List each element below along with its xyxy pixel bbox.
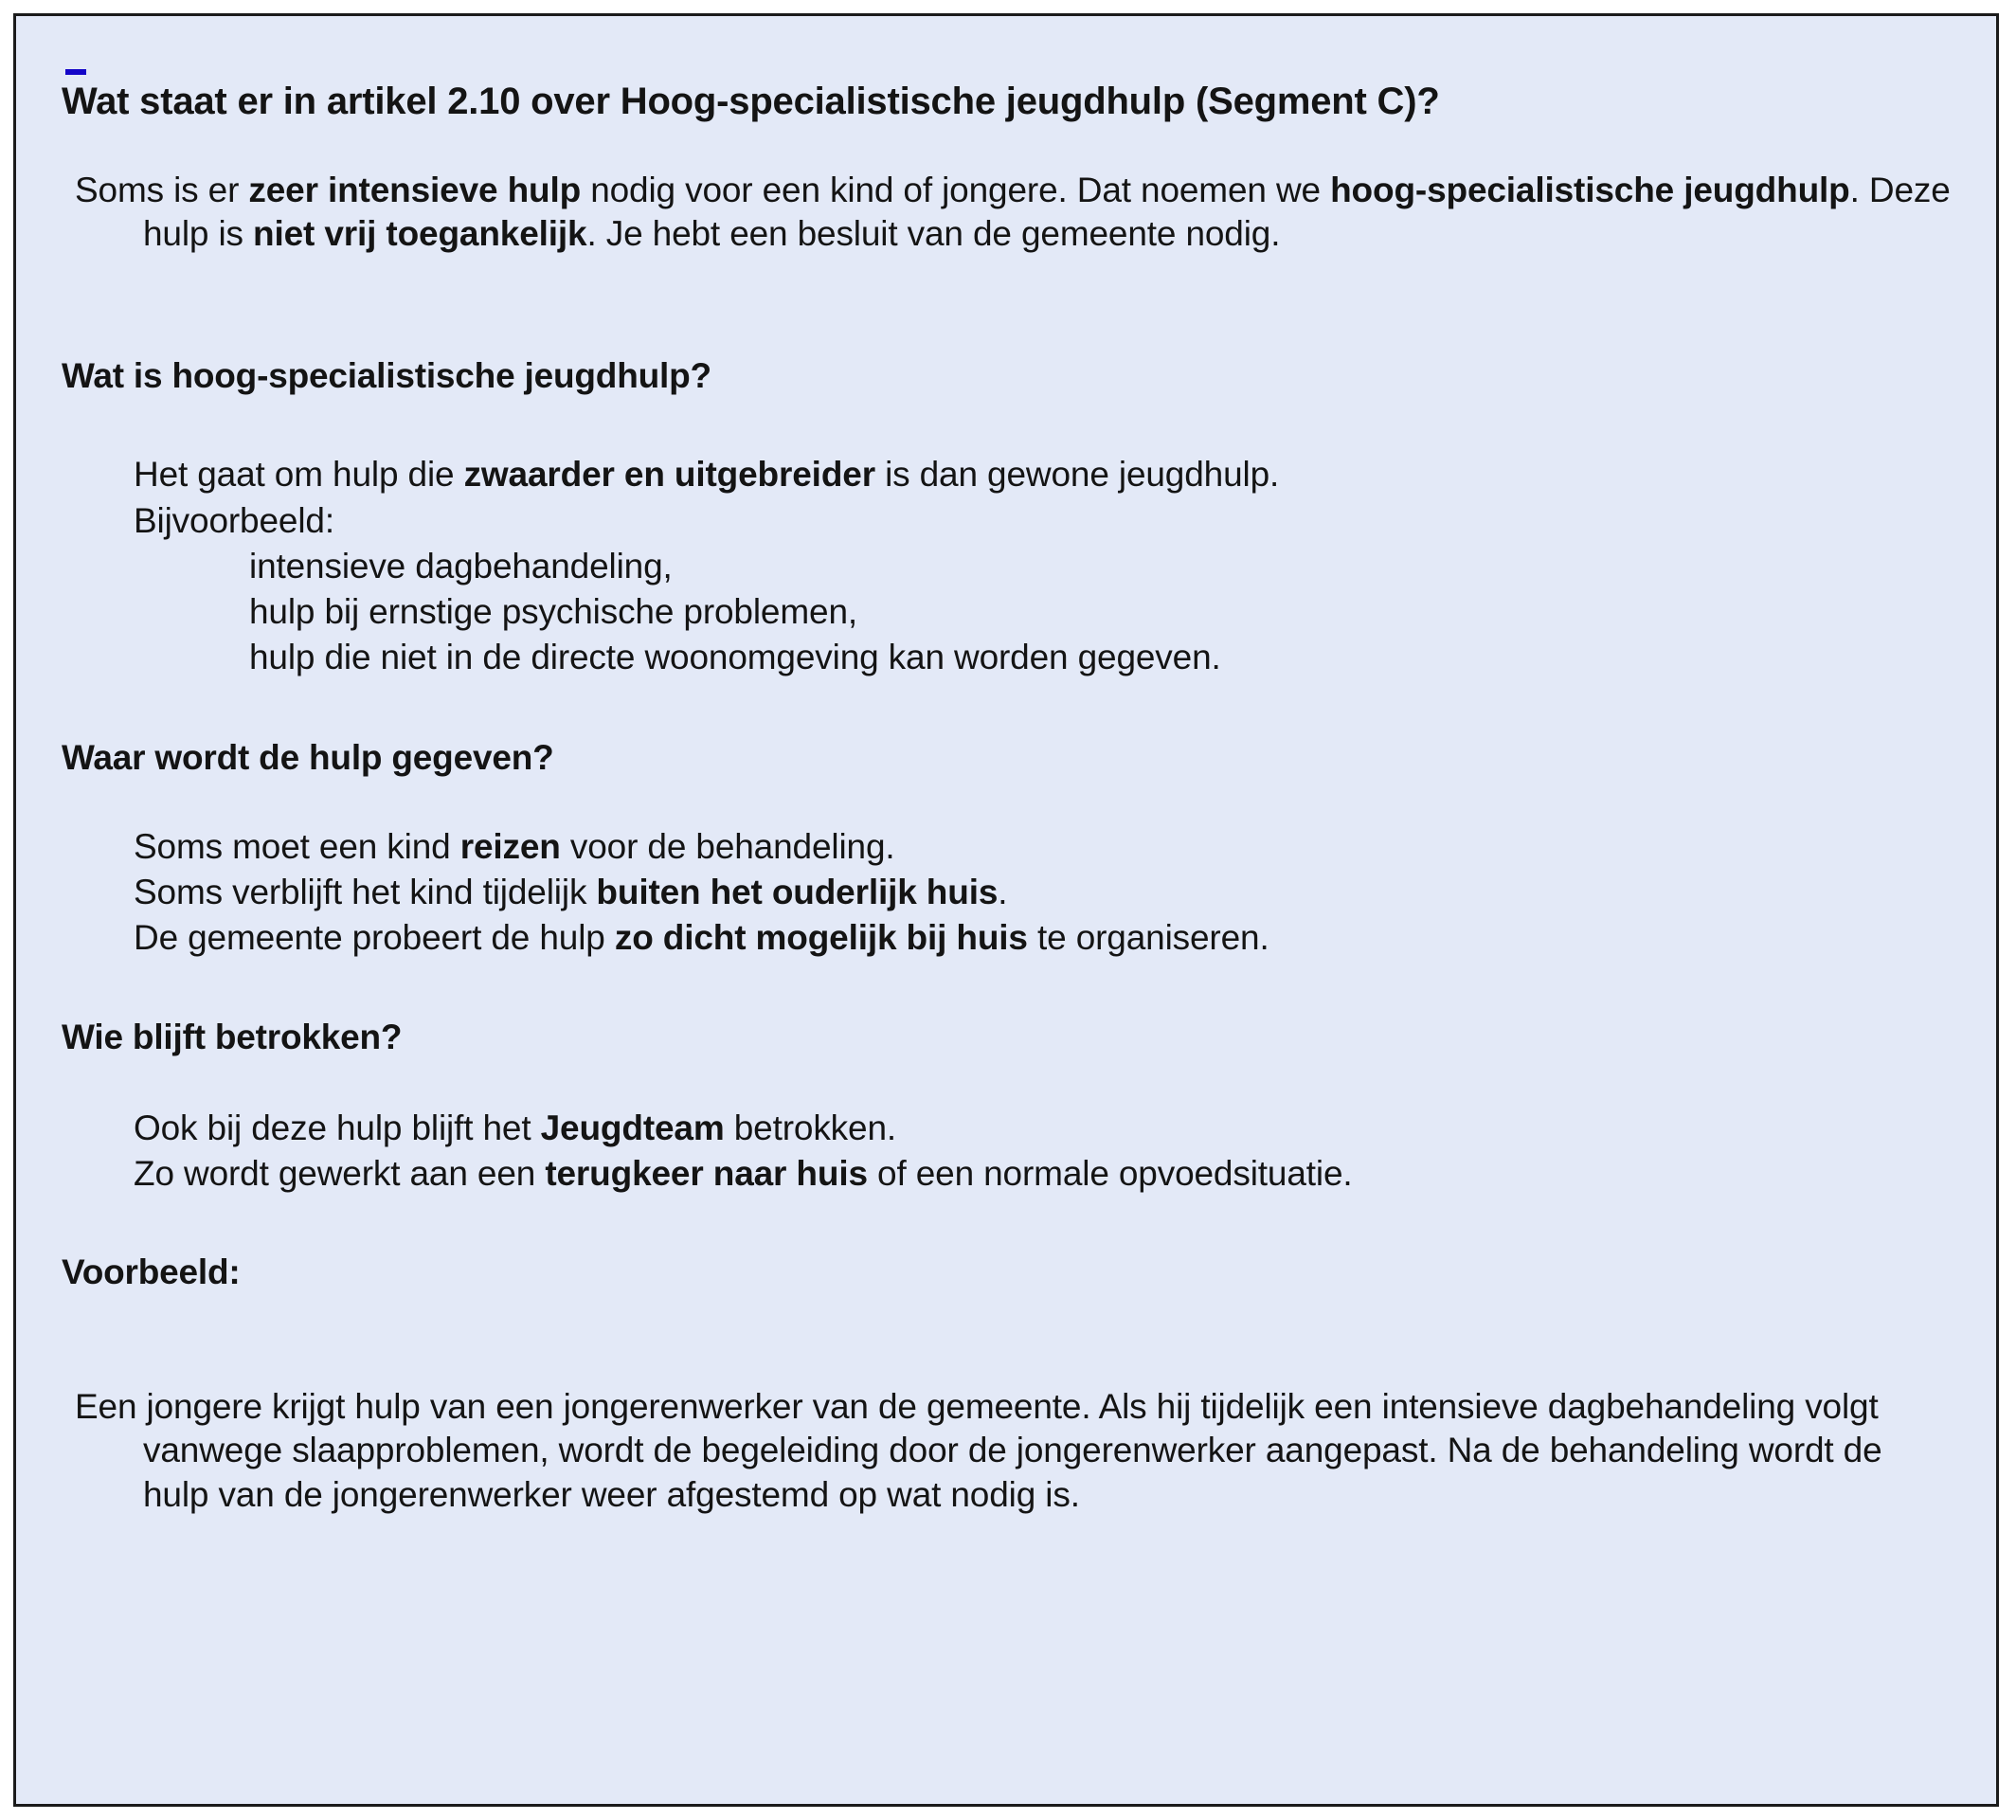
what-line-2: Bijvoorbeeld:	[134, 500, 334, 540]
where-line-1	[134, 824, 1953, 870]
what-example-2: hulp bij ernstige psychische problemen,	[249, 591, 858, 631]
who-line-1-text-2: betrokken.	[724, 1108, 897, 1147]
where-line-2-text-1: Soms verblijft het kind tijdelijk	[134, 873, 597, 912]
intro-bold-3: niet vrij toegankelijk	[253, 214, 587, 254]
section-heading-who: Wie blijft betrokken?	[62, 1017, 403, 1056]
intro-text-4: . Je hebt een besluit van de gemeente nodig.	[586, 214, 1281, 254]
page-title: Wat staat er in artikel 2.10 over Hoog-specialistische jeugdhulp (Segment C)?	[62, 81, 1440, 122]
what-example-3: hulp die niet in de directe woonomgeving kan worden gegeven.	[249, 637, 1221, 676]
where-line-3-bold: zo dicht mogelijk bij huis	[614, 918, 1028, 958]
who-line-2-text-2: of een normale opvoedsituatie.	[867, 1154, 1353, 1194]
who-line-2-bold: terugkeer naar huis	[545, 1154, 868, 1194]
where-line-1-text-1: Soms moet een kind	[134, 827, 460, 867]
where-line-3-text-2: te organiseren.	[1027, 918, 1269, 958]
who-line-2-text-1: Zo wordt gewerkt aan een	[134, 1154, 546, 1194]
intro-text-3: . Deze hulp is	[143, 170, 1951, 254]
document-frame	[13, 13, 1999, 1807]
where-line-3-text-1: De gemeente probeert de hulp	[134, 918, 615, 958]
example-spacer	[48, 1294, 1953, 1385]
what-line-1-text-2: is dan gewone jeugdhulp.	[874, 455, 1280, 495]
section-body-who	[48, 1106, 1953, 1197]
who-line-1	[134, 1106, 1953, 1151]
where-line-2-bold: buiten het ouderlijk huis	[596, 873, 999, 912]
section-body-where	[48, 824, 1953, 961]
what-example-1: intensieve dagbehandeling,	[249, 546, 673, 586]
where-line-2-text-2: .	[998, 873, 1008, 912]
intro-paragraph	[62, 169, 1953, 257]
section-heading-where: Waar wordt de hulp gegeven?	[62, 737, 554, 777]
where-line-3	[134, 915, 1953, 961]
what-line-1-bold: zwaarder en uitgebreider	[463, 455, 875, 495]
intro-bold-2: hoog-specialistische jeugdhulp	[1330, 170, 1850, 209]
section-body-what	[48, 452, 1953, 679]
who-line-1-text-1: Ook bij deze hulp blijft het	[134, 1108, 541, 1147]
section-heading-example: Voorbeeld:	[62, 1252, 241, 1292]
section-heading-what: Wat is hoog-specialistische jeugdhulp?	[62, 356, 711, 396]
where-line-1-text-2: voor de behandeling.	[560, 827, 895, 867]
who-line-1-bold: Jeugdteam	[540, 1108, 725, 1147]
what-line-1-text-1: Het gaat om hulp die	[134, 455, 464, 495]
anchor-link-dash[interactable]	[65, 69, 86, 75]
closing-paragraph: Een jongere krijgt hulp van een jongerenwerker van de gemeente. Als hij tijdelijk een intensieve dagbehandeling volgt vanwege slaapproblemen, wordt de begeleiding door de jongerenwerker aangepast. Na de behandeling wordt de hulp van de jongerenwerker weer afgestemd op wat nodig is.	[75, 1386, 1882, 1514]
where-line-2	[134, 870, 1953, 915]
what-line-1	[134, 452, 1953, 497]
where-line-1-bold: reizen	[459, 827, 561, 867]
intro-text-2: nodig voor een kind of jongere. Dat noemen we	[581, 170, 1331, 209]
who-line-2	[134, 1151, 1953, 1197]
intro-bold-1: zeer intensieve hulp	[248, 170, 582, 209]
intro-text-1: Soms is er	[75, 170, 249, 209]
